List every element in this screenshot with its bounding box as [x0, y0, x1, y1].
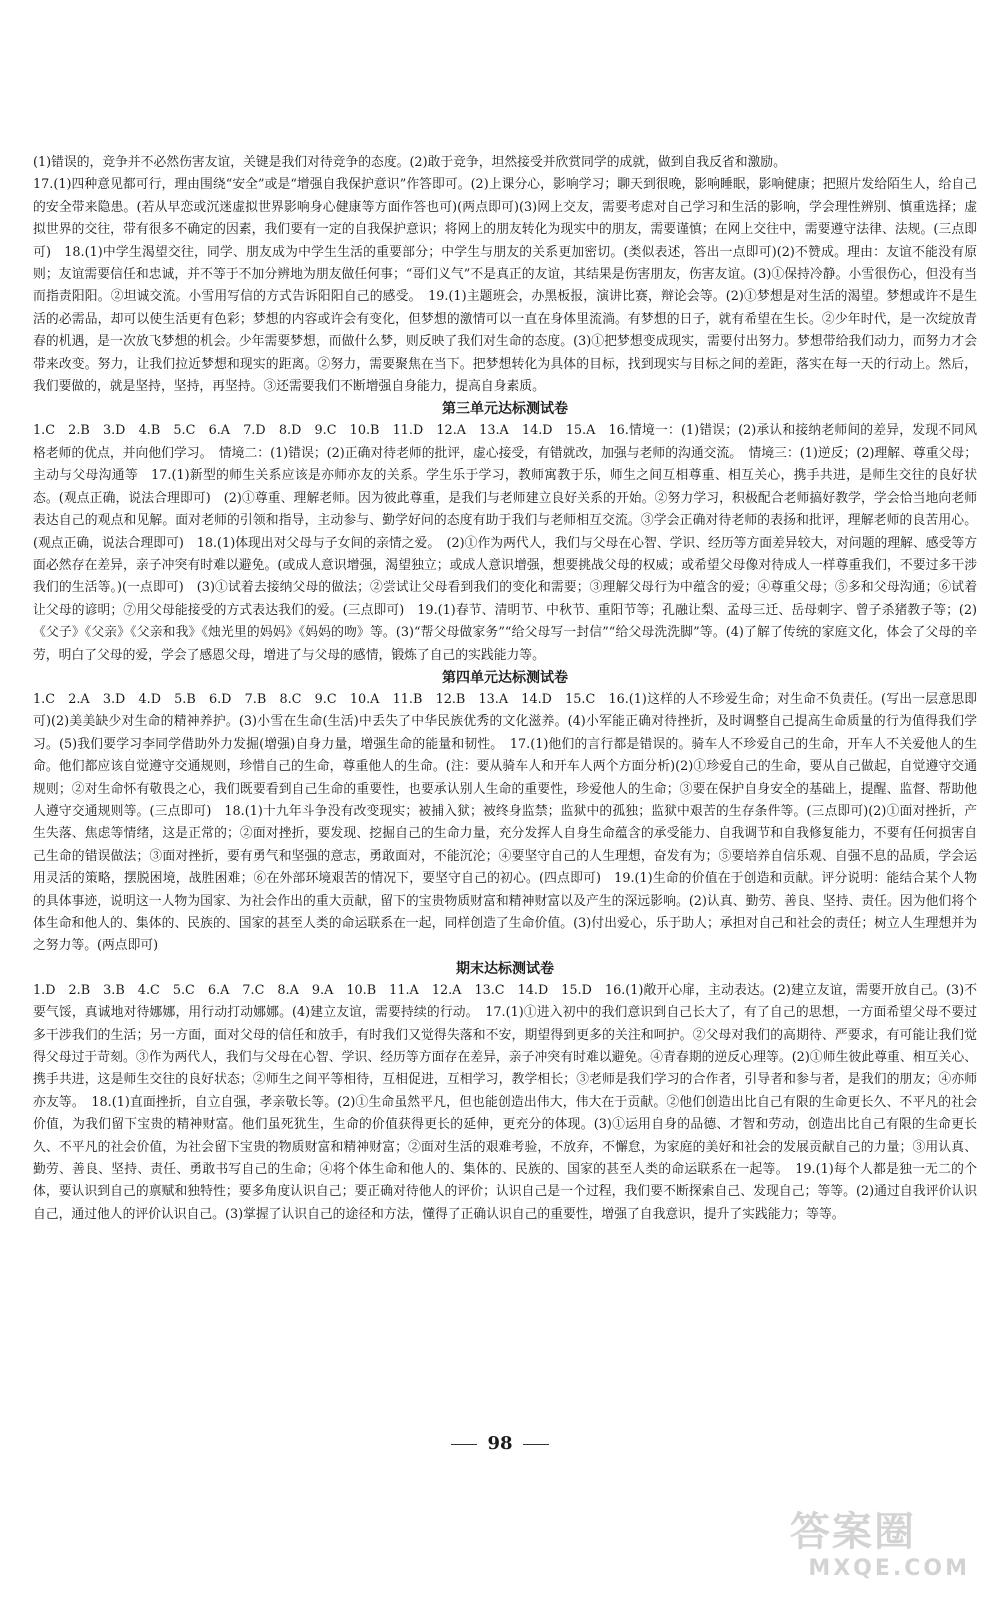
- page-number-value: 98: [487, 1433, 513, 1454]
- watermark-logo-top: 答案圈: [790, 1509, 916, 1555]
- page-number-dash-right: [523, 1444, 549, 1445]
- answer-paragraph-2: 17.(1)四种意见都可行，理由围绕“安全”或是“增强自我保护意识”作答即可。(2)上课分心，影响学习；聊天到很晚，影响睡眠，影响健康；把照片发给陌生人，给自己的安全带来隐患。(若从早恋或沉迷虚拟世界影响身心健康等方面作答也可)(两点即可)(3)网上交友，需要考虑对自己学习和生活的影响，学会理性辨别、慎重选择；虚拟世界的交往，带有很多不确定的因素，我们要有一定的自我保护意识；将网上的朋友转化为现实中的朋友，需要谨慎；在网上交往中，需要遵守法律、法规。(三点即可) 18.(1)中学生渴望交往，同学、朋友成为中学生生活的重要部分；中学生与朋友的关系更加密切。(类似表述，答出一点即可)(2)不赞成。理由：友谊不能没有原则；友谊需要信任和忠诚，并不等于不加分辨地为朋友做任何事；“哥们义气”不是真正的友谊，其结果是伤害朋友，伤害友谊。(3)①保持冷静。小雪很伤心，但没有当而指责阳阳。②坦诚交流。小雪用写信的方式告诉阳阳自己的感受。 19.(1)主题班会，办黑板报，演讲比赛，辩论会等。(2)①梦想是对生活的渴望。梦想或许不是生活的必需品，却可以使生活更有色彩；梦想的内容或许会有变化，但梦想的激情可以一直在身体里流淌。有梦想的日子，就有希望在生长。②少年时代，是一次绽放青春的机遇，是一次放飞梦想的机会。少年需要梦想，而做什么梦，则反映了我们对生命的态度。(3)①把梦想变成现实，需要付出努力。梦想带给我们动力，而努力才会带来改变。努力，让我们拉近梦想和现实的距离。②努力，需要聚焦在当下。把梦想转化为具体的目标，找到现实与目标之间的差距，落实在每一天的行动上。然后，我们要做的，就是坚持，坚持，再坚持。③还需要我们不断增强自身能力，提高自身素质。: [33, 177, 977, 395]
- watermark-logo-bottom: MXQE.COM: [808, 1556, 970, 1581]
- section-title-final: 期末达标测试卷: [456, 960, 554, 977]
- page-number-dash-left: [451, 1444, 477, 1445]
- section-text-unit3: 1.C 2.B 3.D 4.B 5.C 6.A 7.D 8.D 9.C 10.B 11.D 12.A 13.A 14.D 15.A 16.情境一：(1)错误；(2)承认和接纳老师间的差异，发现不同风格老师的优点，并向他们学习。 情境二：(1)错误；(2)正确对待老师的批评，虚心接受，有错就改，加强与老师的沟通交流。 情境三：(1)逆反；(2)理解、尊重父母；主动与父母沟通等 17.(1)新型的师生关系应该是亦师亦友的关系。学生乐于学习，教师寓教于乐，师生之间互相尊重、相互关心，携手共进，是师生交往的良好状态。(观点正确，说法合理即可) (2)①尊重、理解老师。因为彼此尊重，是我们与老师建立良好关系的开始。②努力学习，积极配合老师搞好教学，学会恰当地向老师表达自己的观点和见解。面对老师的引领和指导，主动参与、勤学好问的态度有助于我们与老师相互交流。③学会正确对待老师的表扬和批评，理解老师的良苦用心。(观点正确，说法合理即可) 18.(1)体现出对父母与子女间的亲情之爱。 (2)①作为两代人，我们与父母在心智、学识、经历等方面差异较大，对问题的理解、感受等方面必然存在差异，亲子冲突有时难以避免。(或成人意识增强，渴望独立；或成人意识增强，想要挑战父母的权威；或希望父母像对待成人一样尊重我们，不要过多干涉我们的生活等。)(一点即可) (3)①试着去接纳父母的做法；②尝试让父母看到我们的变化和需要；③理解父母行为中蕴含的爱；④尊重父母；⑤多和父母沟通；⑥试着让父母的谚明；⑦用父母能接受的方式表达我们的爱。(三点即可) 19.(1)春节、清明节、中秋节、重阳节等；孔融让梨、孟母三迁、岳母刺字、曾子杀猪教子等；(2)《父子》《父亲》《父亲和我》《烛光里的妈妈》《妈妈的吻》等。(3)“帮父母做家务”“给父母写一封信”“给父母洗洗脚”等。(4)了解了传统的家庭文化，体会了父母的辛劳，明白了父母的爱，学会了感恩父母，增进了与父母的感情，锻炼了自己的实践能力等。: [33, 423, 977, 663]
- section-text-unit4: 1.C 2.A 3.D 4.D 5.B 6.D 7.B 8.C 9.C 10.A 11.B 12.B 13.A 14.D 15.C 16.(1)这样的人不珍爱生命；对生命不负责任。(写出一层意思即可)(2)美美缺少对生命的精神养护。(3)小雪在生命(生活)中丢失了中华民族优秀的文化滋养。(4)小军能正确对待挫折，及时调整自己提高生命质量的行为值得我们学习。(5)我们要学习李同学借助外力发掘(增强)自身力量，增强生命的能量和韧性。 17.(1)他们的言行都是错误的。骑车人不珍爱自己的生命，开车人不关爱他人的生命。他们都应该自觉遵守交通规则，珍惜自己的生命，尊重他人的生命。(注：要从骑车人和开车人两个方面分析)(2)①珍爱自己的生命，要从自己做起，自觉遵守交通规则；②对生命怀有敬畏之心，我们既要看到自己生命的重要性，也要承认别人生命的重要性，珍爱他人的生命；③要在保护自身安全的基础上，提醒、监督、帮助他人遵守交通规则等。(三点即可) 18.(1)十九年斗争没有改变现实；被捕入狱；被终身监禁；监狱中的孤独；监狱中艰苦的生存条件等。(三点即可)(2)①面对挫折，产生失落、焦虑等情绪，这是正常的；②面对挫折，要发现、挖掘自己的生命力量，充分发挥人自身生命蕴含的承受能力、自我调节和自我修复能力，不要有任何损害自己生命的错误做法；③面对挫折，要有勇气和坚强的意志，勇敢面对，不能沉沦；④要坚守自己的人生理想，奋发有为；⑤要培养自信乐观、自强不息的品质，学会运用灵活的策略，摆脱困境，战胜困难；⑥在外部环境艰苦的情况下，要坚守自己的初心。(四点即可) 19.(1)生命的价值在于创造和贡献。评分说明：能结合某个人物的具体事迹，说明这一人物为国家、为社会作出的重大贡献，留下的宝贵物质财富和精神财富以及产生的深远影响。(2)认真、勤劳、善良、坚持、责任。因为他们将个体生命和他人的、集体的、民族的、国家的甚至人类的命运联系在一起，同样创造了生命价值。(3)付出爱心，乐于助人；承担对自己和社会的责任；树立人生理想并为之努力等。(两点即可): [33, 691, 977, 954]
- answer-page: [33, 152, 977, 1226]
- page-number: [0, 1433, 1000, 1454]
- section-title-unit4: 第四单元达标测试卷: [442, 669, 568, 686]
- section-text-final: 1.D 2.B 3.B 4.C 5.C 6.A 7.C 8.A 9.A 10.B 11.A 12.A 13.C 14.D 15.D 16.(1)敞开心扉，主动表达。(2)建立友谊，需要开放自己。(3)不要气馁，真诚地对待娜娜，用行动打动娜娜。(4)建立友谊，需要持续的行动。 17.(1)①进入初中的我们意识到自己长大了，有了自己的思想，一方面希望父母不要过多干涉我们的生活；另一方面，面对父母的信任和放手，有时我们又觉得失落和不安，期望得到更多的关注和呵护。②父母对我们的高期待、严要求，有可能让我们觉得父母过于苛刻。③作为两代人，我们与父母在心智、学识、经历等方面存在差异，亲子冲突有时难以避免。④青春期的逆反心理等。(2)①师生彼此尊重、相互关心、携手共进，这是师生交往的良好状态；②师生之间平等相待，互相促进，互相学习，教学相长；③老师是我们学习的合作者，引导者和参与者，是我们的朋友；④亦师亦友等。 18.(1)直面挫折，自立自强，孝亲敬长等。(2)①生命虽然平凡，但也能创造出伟大，伟大在于贡献。②他们创造出比自己有限的生命更长久、不平凡的社会价值，为我们留下宝贵的精神财富。他们虽死犹生，生命的价值获得更长的延伸，更充分的体现。(3)①运用自身的品德、才智和劳动，创造出比自己有限的生命更长久、不平凡的社会价值，为社会留下宝贵的物质财富和精神财富；②面对生活的艰难考验，不放弃，不懈怠，为家庭的美好和社会的发展贡献自己的力量；③用认真、勤劳、善良、坚持、责任、勇敢书写自己的生命；④将个体生命和他人的、集体的、民族的、国家的甚至人类的命运联系在一起等。 19.(1)每个人都是独一无二的个体，要认识到自己的禀赋和独特性；要多角度认识自己；要正确对待他人的评价；认识自己是一个过程，我们要不断探索自己、发现自己；等等。(2)通过自我评价认识自己，通过他人的评价认识自己。(3)掌握了认识自己的途径和方法，懂得了正确认识自己的重要性，增强了自我意识，提升了实践能力；等等。: [33, 982, 978, 1222]
- watermark-logo: [790, 1508, 970, 1588]
- answer-paragraph-1: (1)错误的，竞争并不必然伤害友谊，关键是我们对待竞争的态度。(2)敢于竞争，坦然接受并欣赏同学的成就，做到自我反省和激励。: [33, 155, 786, 170]
- section-title-unit3: 第三单元达标测试卷: [442, 401, 568, 418]
